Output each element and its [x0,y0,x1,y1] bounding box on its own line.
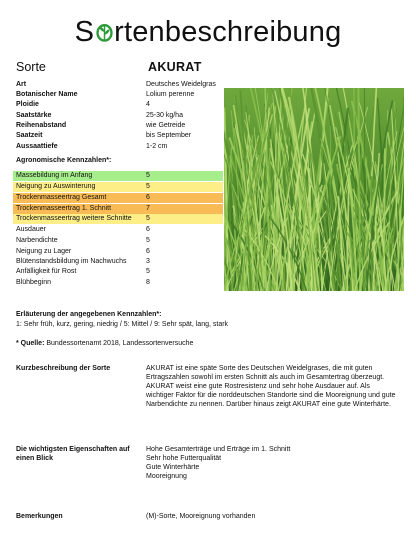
property-item: Hohe Gesamterträge und Erträge im 1. Schnitt [146,446,291,453]
attr-label-ploidie: Ploidie [16,101,39,108]
sorte-label: Sorte [16,60,46,74]
kennzahl-label: Trockenmasseertrag Gesamt [16,194,107,201]
kennzahl-label: Trockenmasseertrag 1. Schnitt [16,205,112,212]
kennzahl-label: Anfälligkeit für Rost [16,268,77,275]
description-title: Kurzbeschreibung der Sorte [16,365,111,372]
grass-photo [224,88,404,291]
attr-value-botanical: Lolium perenne [146,91,195,98]
kennzahl-value: 5 [146,237,150,244]
kennzahl-row [13,214,223,224]
kennzahl-row [13,182,223,192]
description-line: AKURAT ist eine späte Sorte des Deutschen Weidelgrases, die mit guten [146,365,373,372]
description-line: AKURAT weist eine gute Rostresistenz und sehr hohe Ausdauer auf. Als [146,383,370,390]
attr-value-ploidie: 4 [146,101,150,108]
kennzahl-row [13,267,223,277]
kennzahl-value: 5 [146,268,150,275]
kennzahl-label: Ausdauer [16,226,46,233]
attr-value-saatzeit: bis September [146,132,192,139]
properties-list [146,445,290,481]
kennzahl-value: 6 [146,194,150,201]
attr-value-reihenabstand: wie Getreide [146,122,186,129]
attr-label-saatstaerke: Saatstärke [16,112,52,119]
kennzahl-row [13,171,223,181]
kennzahl-value: 8 [146,279,150,286]
kennzahl-label: Neigung zu Auswinterung [16,183,96,190]
remarks-title: Bemerkungen [16,513,63,520]
attr-value-saatstaerke: 25-30 kg/ha [146,112,183,119]
attr-value-aussaattiefe: 1-2 cm [146,143,168,150]
source-text: Bundessortenamt 2018, Landessortenversuche [44,340,194,347]
attr-label-botanical: Botanischer Name [16,91,78,98]
description-line: Narbendichte zu nennen. Darüber hinaus zeigt AKURAT eine gute Winterhärte. [146,401,391,408]
kennzahl-label: Massebildung im Anfang [16,172,93,179]
page-title [0,14,416,50]
remarks-text: (M)-Sorte, Mooreignung vorhanden [146,513,256,520]
kennzahl-row [13,278,223,288]
attr-label-art: Art [16,81,27,88]
explanation-text: 1: Sehr früh, kurz, gering, niedrig / 5: Mittel / 9: Sehr spät, lang, stark [16,321,229,328]
source-label: * Quelle: [16,340,45,347]
properties-title-line: einen Blick [16,455,53,462]
kennzahl-row [13,247,223,257]
properties-title [16,445,130,463]
kennzahl-label: Trockenmasseertrag weitere Schnitte [16,215,132,222]
description-line: Ertragszahlen sowohl im ersten Schnitt als auch im Gesamtertrag überzeugt. [146,374,385,381]
title-part-2: rtenbeschreibung [114,16,342,48]
sorte-value: AKURAT [148,60,202,74]
leaf-logo-icon [95,21,114,43]
kennzahl-value: 3 [146,258,150,265]
property-item: Sehr hohe Futterqualität [146,455,222,462]
kennzahl-value: 5 [146,183,150,190]
properties-title-line: Die wichtigsten Eigenschaften auf [16,446,130,453]
kennzahl-row [13,193,223,203]
kennzahl-row [13,257,223,267]
kennzahl-label: Narbendichte [16,237,58,244]
kennzahl-label: Blühbeginn [16,279,52,286]
property-item: Mooreignung [146,473,187,480]
attr-label-aussaattiefe: Aussaattiefe [16,143,58,150]
agronomic-title: Agronomische Kennzahlen*: [16,157,112,164]
title-part-1: S [74,16,95,48]
kennzahl-row [13,225,223,235]
attr-value-art: Deutsches Weidelgras [146,81,216,88]
kennzahl-value: 5 [146,172,150,179]
property-item: Gute Winterhärte [146,464,200,471]
kennzahl-row [13,204,223,214]
kennzahl-label: Blütenstandsbildung im Nachwuchs [16,258,127,265]
kennzahl-value: 6 [146,226,150,233]
kennzahl-value: 5 [146,215,150,222]
source-line [16,339,193,348]
kennzahl-row [13,236,223,246]
attr-label-reihenabstand: Reihenabstand [16,122,67,129]
description-text [146,364,395,409]
kennzahl-label: Neigung zu Lager [16,248,72,255]
kennzahl-value: 6 [146,248,150,255]
explanation-title: Erläuterung der angegebenen Kennzahlen*: [16,311,162,318]
attr-label-saatzeit: Saatzeit [16,132,43,139]
description-line: wichtiger Faktor für die norddeutschen Standorte sind die Mooreignung und gute [146,392,396,399]
kennzahl-value: 7 [146,205,150,212]
